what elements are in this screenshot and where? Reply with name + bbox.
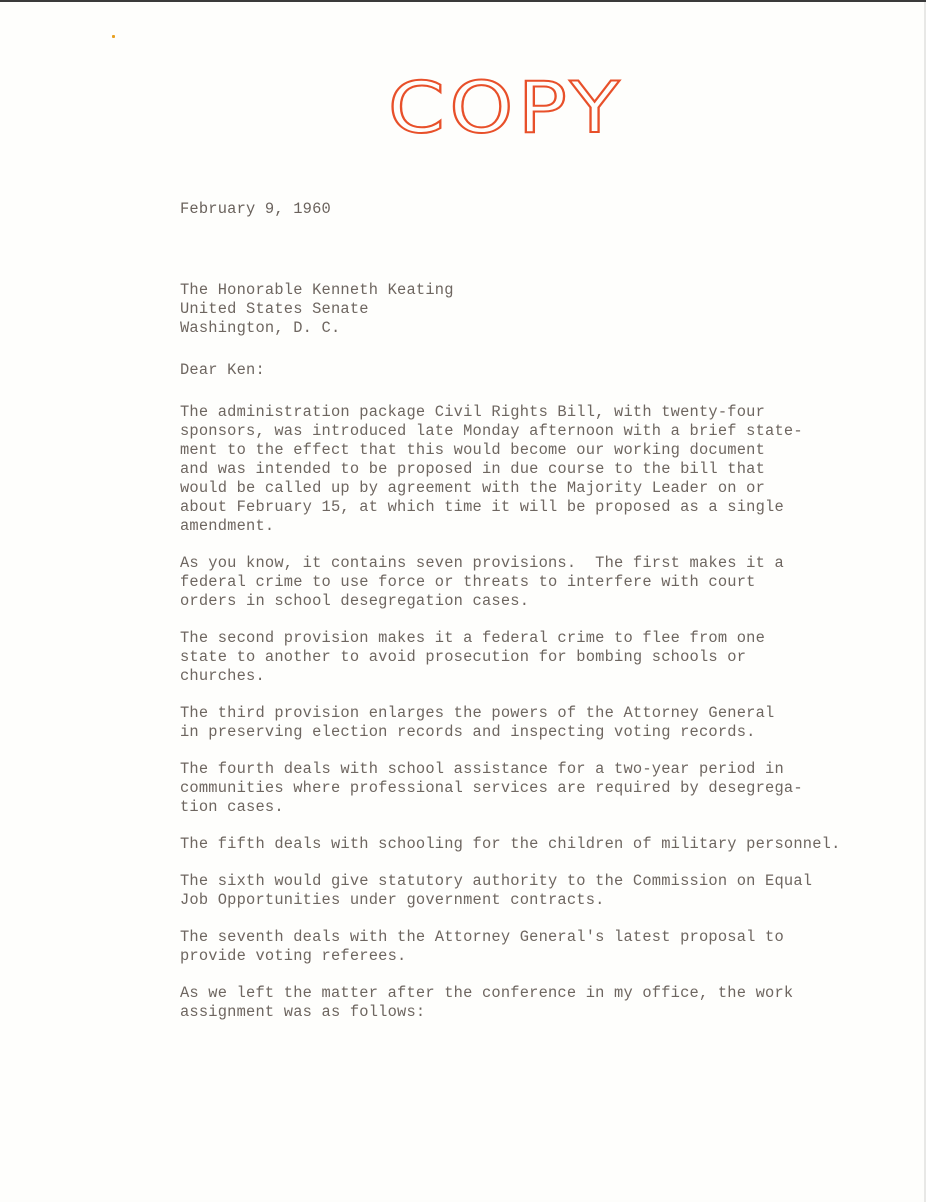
paragraph-sixth-provision: [180, 872, 840, 910]
paragraph-first-provision: [180, 554, 840, 611]
letter-body: [180, 200, 840, 1040]
text-line: The fourth deals with school assistance for a two-year period in: [180, 760, 784, 778]
address-line: United States Senate: [180, 300, 369, 318]
text-line: amendment.: [180, 517, 275, 535]
text-line: in preserving election records and inspecting voting records.: [180, 723, 756, 741]
text-line: As we left the matter after the conference in my office, the work: [180, 984, 794, 1002]
paragraph-introduction: [180, 403, 840, 536]
text-line: The sixth would give statutory authority to the Commission on Equal: [180, 872, 813, 890]
text-line: The second provision makes it a federal crime to flee from one: [180, 629, 766, 647]
text-line: The seventh deals with the Attorney General's latest proposal to: [180, 928, 784, 946]
text-line: federal crime to use force or threats to interfere with court: [180, 573, 756, 591]
text-line: tion cases.: [180, 798, 284, 816]
text-line: would be called up by agreement with the Majority Leader on or: [180, 479, 766, 497]
copy-stamp: [388, 70, 628, 140]
text-line: communities where professional services are required by desegrega-: [180, 779, 803, 797]
text-line: provide voting referees.: [180, 947, 407, 965]
paragraph-work-assignment: [180, 984, 840, 1022]
copy-stamp-text: COPY: [388, 70, 624, 140]
letter-date: February 9, 1960: [180, 200, 331, 218]
text-line: state to another to avoid prosecution for bombing schools or: [180, 648, 747, 666]
paragraph-fifth-provision: [180, 835, 840, 854]
text-line: ment to the effect that this would become our working document: [180, 441, 766, 459]
paragraph-second-provision: [180, 629, 840, 686]
text-line: The third provision enlarges the powers of the Attorney General: [180, 704, 775, 722]
paragraph-third-provision: [180, 704, 840, 742]
text-line: about February 15, at which time it will be proposed as a single: [180, 498, 784, 516]
text-line: As you know, it contains seven provisions. The first makes it a: [180, 554, 784, 572]
text-line: sponsors, was introduced late Monday afternoon with a brief state-: [180, 422, 803, 440]
paragraph-fourth-provision: [180, 760, 840, 817]
salutation: Dear Ken:: [180, 361, 265, 379]
text-line: The fifth deals with schooling for the children of military personnel.: [180, 835, 841, 853]
ink-speck: [112, 35, 115, 38]
recipient-address: [180, 281, 840, 338]
paragraph-seventh-provision: [180, 928, 840, 966]
text-line: orders in school desegregation cases.: [180, 592, 530, 610]
text-line: Job Opportunities under government contracts.: [180, 891, 605, 909]
text-line: and was intended to be proposed in due course to the bill that: [180, 460, 766, 478]
text-line: churches.: [180, 667, 265, 685]
text-line: The administration package Civil Rights Bill, with twenty-four: [180, 403, 766, 421]
address-line: The Honorable Kenneth Keating: [180, 281, 454, 299]
address-line: Washington, D. C.: [180, 319, 341, 337]
text-line: assignment was as follows:: [180, 1003, 426, 1021]
